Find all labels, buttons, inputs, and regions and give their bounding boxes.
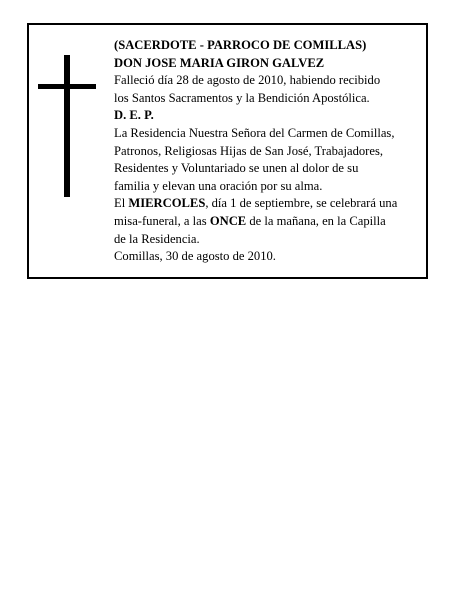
mass-day: MIERCOLES <box>128 196 206 211</box>
mass-line-2-prefix: misa-funeral, a las <box>114 213 210 228</box>
mass-line-1 <box>114 195 426 213</box>
cross-icon-arm <box>38 84 96 89</box>
mass-hour: ONCE <box>209 213 247 228</box>
mass-line-1-suffix: , día 1 de septiembre, se celebrará una <box>205 196 398 211</box>
death-line-1: Falleció día 28 de agosto de 2010, habiendo recibido <box>114 73 381 88</box>
header-role: (SACERDOTE - PARROCO DE COMILLAS) <box>114 38 367 52</box>
mass-line-1-prefix: El <box>114 196 129 211</box>
place-date: Comillas, 30 de agosto de 2010. <box>114 249 276 264</box>
message-line-1: La Residencia Nuestra Señora del Carmen de Comillas, <box>114 125 395 140</box>
mass-line-3: de la Residencia. <box>114 231 200 246</box>
deceased-name: DON JOSE MARIA GIRON GALVEZ <box>114 55 325 70</box>
message-line-4: familia y elevan una oración por su alma. <box>114 178 323 193</box>
message-line-3: Residentes y Voluntariado se unen al dolor de su <box>114 161 359 176</box>
message-line-2: Patronos, Religiosas Hijas de San José, Trabajadores, <box>114 143 383 158</box>
mass-line-2-suffix: de la mañana, en la Capilla <box>246 213 386 228</box>
dep-line: D. E. P. <box>114 108 154 123</box>
mass-line-2 <box>114 213 426 231</box>
obituary-text <box>114 37 426 266</box>
death-line-2: los Santos Sacramentos y la Bendición Apostólica. <box>114 90 370 105</box>
cross-icon <box>64 55 70 197</box>
